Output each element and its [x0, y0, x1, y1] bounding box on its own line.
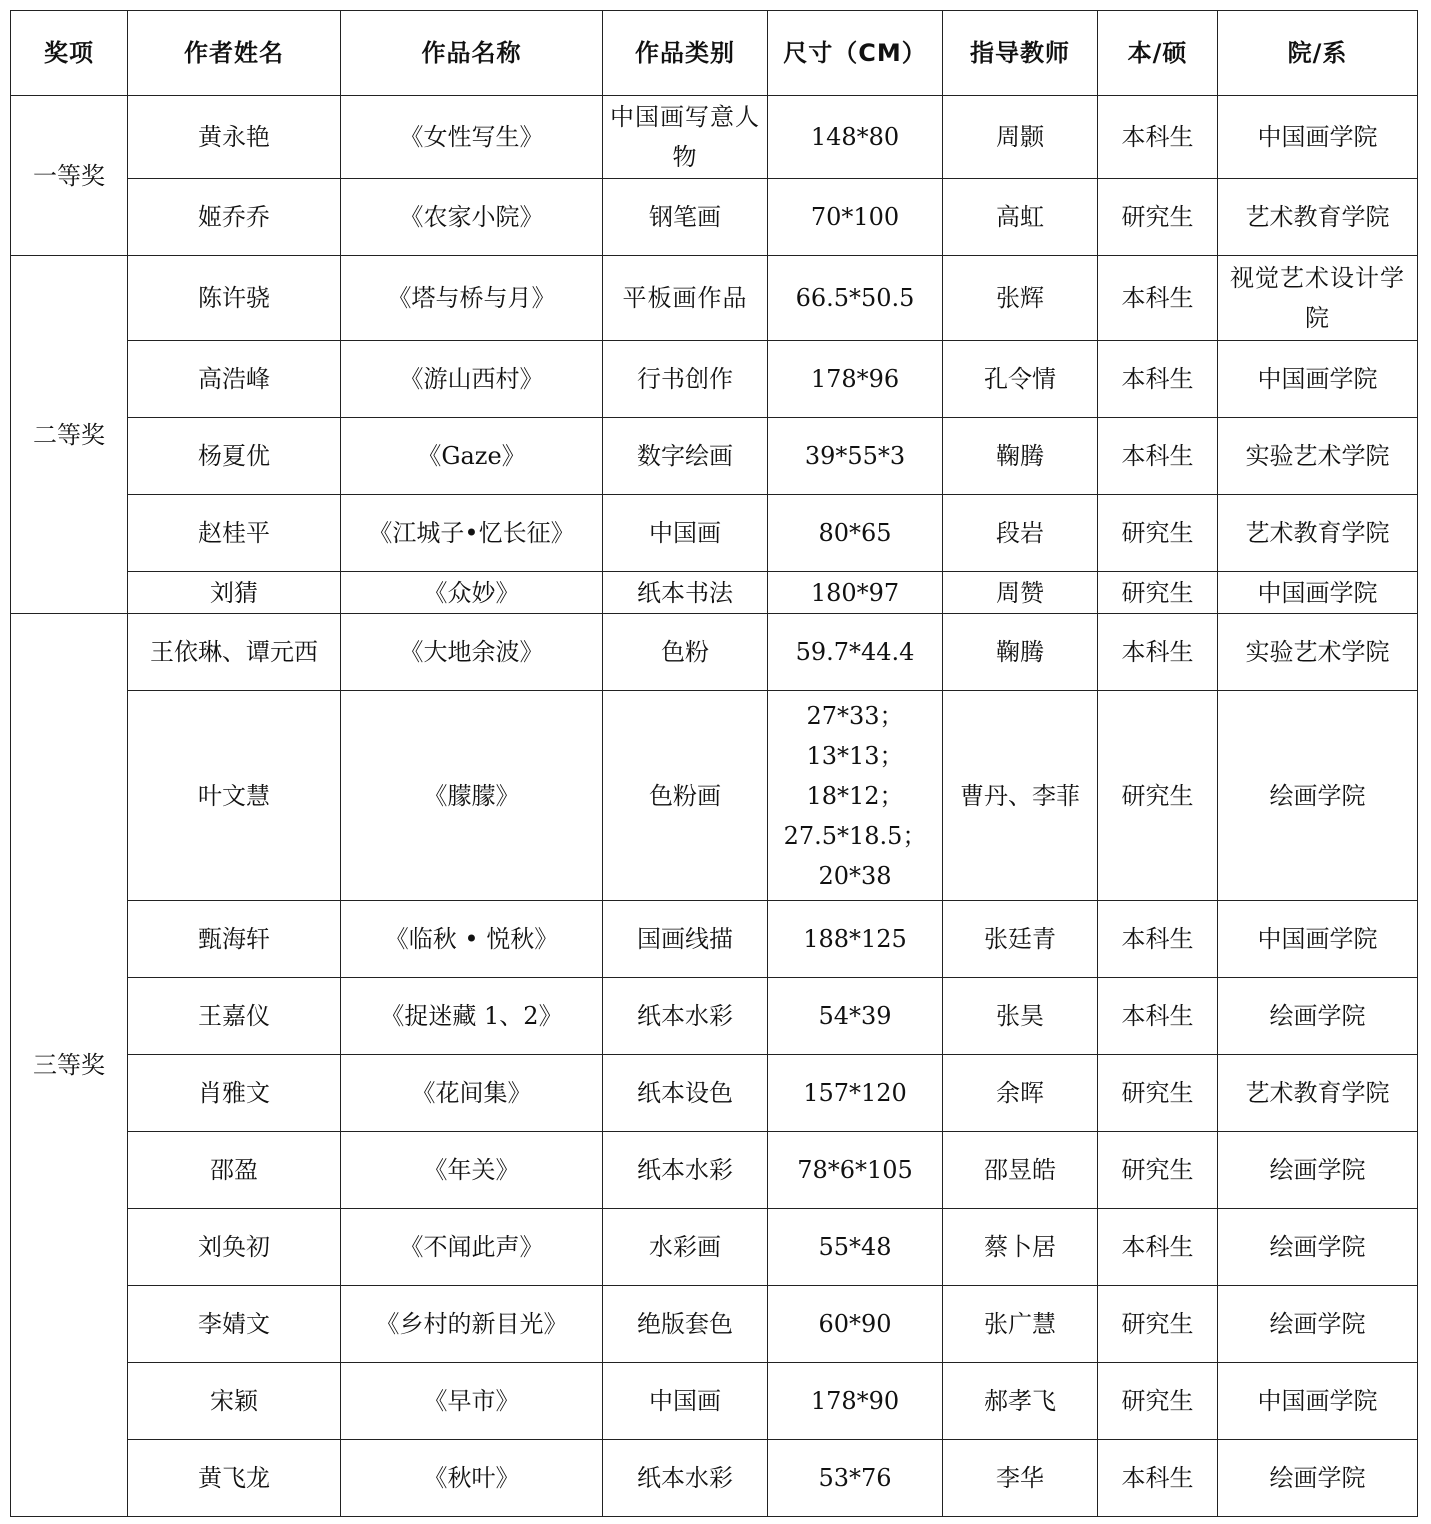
dept-cell: 绘画学院 — [1218, 1440, 1418, 1517]
table-row — [11, 572, 1418, 614]
author-cell: 杨夏优 — [128, 418, 341, 495]
teacher-cell: 鞠腾 — [943, 614, 1098, 691]
size-cell: 148*80 — [768, 96, 943, 179]
dept-cell: 中国画学院 — [1218, 341, 1418, 418]
category-cell: 行书创作 — [603, 341, 768, 418]
teacher-cell: 张昊 — [943, 978, 1098, 1055]
title-cell: 《Gaze》 — [341, 418, 603, 495]
dept-cell: 绘画学院 — [1218, 978, 1418, 1055]
author-cell: 姬乔乔 — [128, 179, 341, 256]
dept-cell: 艺术教育学院 — [1218, 1055, 1418, 1132]
size-cell: 157*120 — [768, 1055, 943, 1132]
title-cell: 《朦朦》 — [341, 691, 603, 901]
prize-cell: 三等奖 — [11, 614, 128, 1517]
table-row — [11, 1209, 1418, 1286]
title-cell: 《临秋 • 悦秋》 — [341, 901, 603, 978]
category-cell: 纸本书法 — [603, 572, 768, 614]
dept-cell: 实验艺术学院 — [1218, 614, 1418, 691]
size-cell: 59.7*44.4 — [768, 614, 943, 691]
teacher-cell: 张廷青 — [943, 901, 1098, 978]
degree-cell: 本科生 — [1098, 341, 1218, 418]
size-line: 20*38 — [818, 861, 892, 890]
table-row — [11, 256, 1418, 341]
size-cell: 55*48 — [768, 1209, 943, 1286]
title-cell: 《年关》 — [341, 1132, 603, 1209]
category-cell: 平板画作品 — [603, 256, 768, 341]
size-cell: 39*55*3 — [768, 418, 943, 495]
title-cell: 《大地余波》 — [341, 614, 603, 691]
degree-cell: 本科生 — [1098, 256, 1218, 341]
table-row — [11, 614, 1418, 691]
header-author: 作者姓名 — [128, 11, 341, 96]
table-row — [11, 495, 1418, 572]
prize-cell: 一等奖 — [11, 96, 128, 256]
size-line: 27.5*18.5； — [783, 821, 927, 850]
dept-cell: 中国画学院 — [1218, 1363, 1418, 1440]
category-cell: 色粉 — [603, 614, 768, 691]
title-cell: 《游山西村》 — [341, 341, 603, 418]
size-cell: 66.5*50.5 — [768, 256, 943, 341]
category-cell: 纸本水彩 — [603, 1132, 768, 1209]
author-cell: 陈许骁 — [128, 256, 341, 341]
teacher-cell: 蔡卜居 — [943, 1209, 1098, 1286]
teacher-cell: 鞠腾 — [943, 418, 1098, 495]
category-cell: 钢笔画 — [603, 179, 768, 256]
table-row — [11, 179, 1418, 256]
table-row — [11, 418, 1418, 495]
category-cell: 色粉画 — [603, 691, 768, 901]
dept-cell: 艺术教育学院 — [1218, 179, 1418, 256]
size-cell: 54*39 — [768, 978, 943, 1055]
category-cell: 国画线描 — [603, 901, 768, 978]
dept-cell: 艺术教育学院 — [1218, 495, 1418, 572]
header-dept: 院/系 — [1218, 11, 1418, 96]
author-cell: 叶文慧 — [128, 691, 341, 901]
table-row — [11, 1286, 1418, 1363]
size-cell: 60*90 — [768, 1286, 943, 1363]
table-row — [11, 901, 1418, 978]
size-line: 13*13； — [806, 741, 904, 770]
awards-table — [10, 10, 1418, 1517]
title-cell: 《花间集》 — [341, 1055, 603, 1132]
category-cell: 中国画写意人物 — [603, 96, 768, 179]
title-cell: 《女性写生》 — [341, 96, 603, 179]
teacher-cell: 张辉 — [943, 256, 1098, 341]
table-row — [11, 691, 1418, 901]
author-cell: 赵桂平 — [128, 495, 341, 572]
degree-cell: 研究生 — [1098, 1363, 1218, 1440]
dept-cell: 绘画学院 — [1218, 691, 1418, 901]
header-title: 作品名称 — [341, 11, 603, 96]
author-cell: 宋颖 — [128, 1363, 341, 1440]
degree-cell: 研究生 — [1098, 179, 1218, 256]
dept-cell: 绘画学院 — [1218, 1132, 1418, 1209]
size-cell: 178*96 — [768, 341, 943, 418]
degree-cell: 本科生 — [1098, 418, 1218, 495]
size-line: 18*12； — [806, 781, 904, 810]
dept-cell: 绘画学院 — [1218, 1286, 1418, 1363]
category-cell: 中国画 — [603, 1363, 768, 1440]
table-row — [11, 1055, 1418, 1132]
teacher-cell: 余晖 — [943, 1055, 1098, 1132]
category-cell: 纸本设色 — [603, 1055, 768, 1132]
teacher-cell: 李华 — [943, 1440, 1098, 1517]
table-row — [11, 341, 1418, 418]
category-cell: 水彩画 — [603, 1209, 768, 1286]
title-cell: 《早市》 — [341, 1363, 603, 1440]
degree-cell: 研究生 — [1098, 495, 1218, 572]
size-cell — [768, 691, 943, 901]
table-row — [11, 1132, 1418, 1209]
header-degree: 本/硕 — [1098, 11, 1218, 96]
dept-cell: 中国画学院 — [1218, 901, 1418, 978]
author-cell: 刘奂初 — [128, 1209, 341, 1286]
title-cell: 《塔与桥与月》 — [341, 256, 603, 341]
category-cell: 中国画 — [603, 495, 768, 572]
teacher-cell: 郝孝飞 — [943, 1363, 1098, 1440]
teacher-cell: 曹丹、李菲 — [943, 691, 1098, 901]
size-cell: 178*90 — [768, 1363, 943, 1440]
degree-cell: 研究生 — [1098, 1286, 1218, 1363]
degree-cell: 本科生 — [1098, 978, 1218, 1055]
degree-cell: 本科生 — [1098, 1209, 1218, 1286]
size-cell: 188*125 — [768, 901, 943, 978]
degree-cell: 研究生 — [1098, 1132, 1218, 1209]
header-category: 作品类别 — [603, 11, 768, 96]
author-cell: 邵盈 — [128, 1132, 341, 1209]
table-row — [11, 96, 1418, 179]
dept-cell: 绘画学院 — [1218, 1209, 1418, 1286]
size-cell: 78*6*105 — [768, 1132, 943, 1209]
teacher-cell: 张广慧 — [943, 1286, 1098, 1363]
title-cell: 《秋叶》 — [341, 1440, 603, 1517]
size-cell: 180*97 — [768, 572, 943, 614]
teacher-cell: 高虹 — [943, 179, 1098, 256]
author-cell: 肖雅文 — [128, 1055, 341, 1132]
dept-cell: 实验艺术学院 — [1218, 418, 1418, 495]
title-cell: 《农家小院》 — [341, 179, 603, 256]
header-size: 尺寸（CM） — [768, 11, 943, 96]
size-cell: 70*100 — [768, 179, 943, 256]
category-cell: 数字绘画 — [603, 418, 768, 495]
teacher-cell: 邵昱皓 — [943, 1132, 1098, 1209]
author-cell: 高浩峰 — [128, 341, 341, 418]
teacher-cell: 孔令情 — [943, 341, 1098, 418]
title-cell: 《江城子•忆长征》 — [341, 495, 603, 572]
author-cell: 王依琳、谭元西 — [128, 614, 341, 691]
teacher-cell: 段岩 — [943, 495, 1098, 572]
dept-cell: 中国画学院 — [1218, 572, 1418, 614]
degree-cell: 本科生 — [1098, 901, 1218, 978]
author-cell: 王嘉仪 — [128, 978, 341, 1055]
table-row — [11, 1363, 1418, 1440]
title-cell: 《乡村的新目光》 — [341, 1286, 603, 1363]
author-cell: 甄海轩 — [128, 901, 341, 978]
header-prize: 奖项 — [11, 11, 128, 96]
degree-cell: 本科生 — [1098, 96, 1218, 179]
degree-cell: 研究生 — [1098, 1055, 1218, 1132]
title-cell: 《捉迷藏 1、2》 — [341, 978, 603, 1055]
table-row — [11, 978, 1418, 1055]
header-teacher: 指导教师 — [943, 11, 1098, 96]
size-line: 27*33； — [806, 701, 904, 730]
size-cell: 80*65 — [768, 495, 943, 572]
category-cell: 纸本水彩 — [603, 978, 768, 1055]
title-cell: 《众妙》 — [341, 572, 603, 614]
teacher-cell: 周颢 — [943, 96, 1098, 179]
size-cell: 53*76 — [768, 1440, 943, 1517]
degree-cell: 本科生 — [1098, 614, 1218, 691]
teacher-cell: 周赞 — [943, 572, 1098, 614]
dept-cell: 视觉艺术设计学院 — [1218, 256, 1418, 341]
category-cell: 纸本水彩 — [603, 1440, 768, 1517]
degree-cell: 研究生 — [1098, 572, 1218, 614]
author-cell: 刘猜 — [128, 572, 341, 614]
author-cell: 黄永艳 — [128, 96, 341, 179]
degree-cell: 研究生 — [1098, 691, 1218, 901]
degree-cell: 本科生 — [1098, 1440, 1218, 1517]
author-cell: 李婧文 — [128, 1286, 341, 1363]
table-row — [11, 1440, 1418, 1517]
header-row — [11, 11, 1418, 96]
prize-cell: 二等奖 — [11, 256, 128, 614]
category-cell: 绝版套色 — [603, 1286, 768, 1363]
title-cell: 《不闻此声》 — [341, 1209, 603, 1286]
dept-cell: 中国画学院 — [1218, 96, 1418, 179]
author-cell: 黄飞龙 — [128, 1440, 341, 1517]
